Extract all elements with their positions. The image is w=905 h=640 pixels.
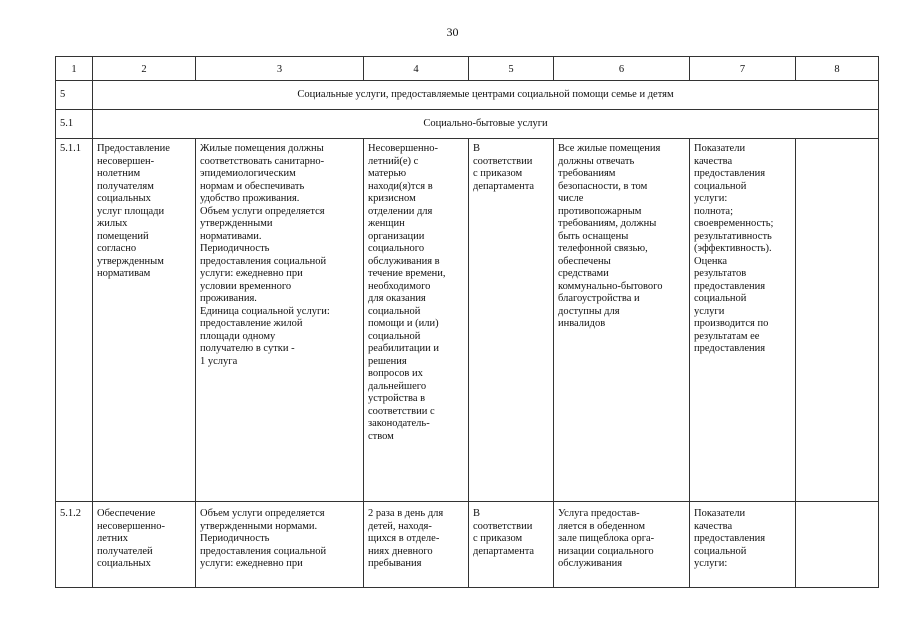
service-term-cell: Несовершенно- летний(е) с матерью находи(я)тся в кризисном отделении для женщин организации социального обслуживания в течение времени, необходимого для оказания социальной помощи и (или) социальной реабилитации и решения вопросов их дальнейшего устройства в соответствии с законодатель- ством bbox=[364, 139, 469, 502]
table-row bbox=[56, 502, 879, 588]
service-description-cell: Жилые помещения должны соответствовать санитарно- эпидемиологическим нормам и обеспечивать удобство проживания. Объем услуги определяется утвержденными нормативами. Периодичность предоставления социальной услуги: ежедневно при условии временного проживания. Единица социальной услуги: предоставление жилой площади одному получателю в сутки - 1 услуга bbox=[196, 139, 364, 502]
quality-cell: Показатели качества предоставления социальной услуги: полнота; своевременность; результативность (эффективность). Оценка результатов предоставления социальной услуги производится по результатам ее предоставления bbox=[690, 139, 796, 502]
row-number: 5.1.1 bbox=[56, 139, 93, 502]
section-row bbox=[56, 81, 879, 110]
column-header-6: 6 bbox=[554, 57, 690, 81]
conditions-cell: Все жилые помещения должны отвечать требованиям безопасности, в том числе противопожарным требованиям, должны быть оснащены телефонной связью, обеспечены средствами коммунально-бытового благоустройства и доступны для инвалидов bbox=[554, 139, 690, 502]
subsection-row bbox=[56, 110, 879, 139]
section-title: Социальные услуги, предоставляемые центрами социальной помощи семье и детям bbox=[93, 81, 879, 110]
services-table bbox=[55, 56, 879, 588]
quality-cell: Показатели качества предоставления социальной услуги: bbox=[690, 502, 796, 588]
column-header-8: 8 bbox=[796, 57, 879, 81]
page-number: 30 bbox=[446, 25, 459, 39]
tariff-cell: В соответствии с приказом департамента bbox=[469, 502, 554, 588]
extra-cell bbox=[796, 502, 879, 588]
service-term-cell: 2 раза в день для детей, находя- щихся в отделе- ниях дневного пребывания bbox=[364, 502, 469, 588]
extra-cell bbox=[796, 139, 879, 502]
column-header-4: 4 bbox=[364, 57, 469, 81]
column-header-2: 2 bbox=[93, 57, 196, 81]
conditions-cell: Услуга предостав- ляется в обеденном зале пищеблока орга- низации социального обслуживания bbox=[554, 502, 690, 588]
subsection-title: Социально-бытовые услуги bbox=[93, 110, 879, 139]
subsection-number: 5.1 bbox=[56, 110, 93, 139]
service-name-cell: Обеспечение несовершенно- летних получателей социальных bbox=[93, 502, 196, 588]
column-header-7: 7 bbox=[690, 57, 796, 81]
column-number-header-row bbox=[56, 57, 879, 81]
table-row bbox=[56, 139, 879, 502]
tariff-cell: В соответствии с приказом департамента bbox=[469, 139, 554, 502]
service-description-cell: Объем услуги определяется утвержденными нормами. Периодичность предоставления социальной услуги: ежедневно при bbox=[196, 502, 364, 588]
column-header-5: 5 bbox=[469, 57, 554, 81]
section-number: 5 bbox=[56, 81, 93, 110]
row-number: 5.1.2 bbox=[56, 502, 93, 588]
service-name-cell: Предоставление несовершен- нолетним получателям социальных услуг площади жилых помещений согласно утвержденным нормативам bbox=[93, 139, 196, 502]
column-header-1: 1 bbox=[56, 57, 93, 81]
column-header-3: 3 bbox=[196, 57, 364, 81]
